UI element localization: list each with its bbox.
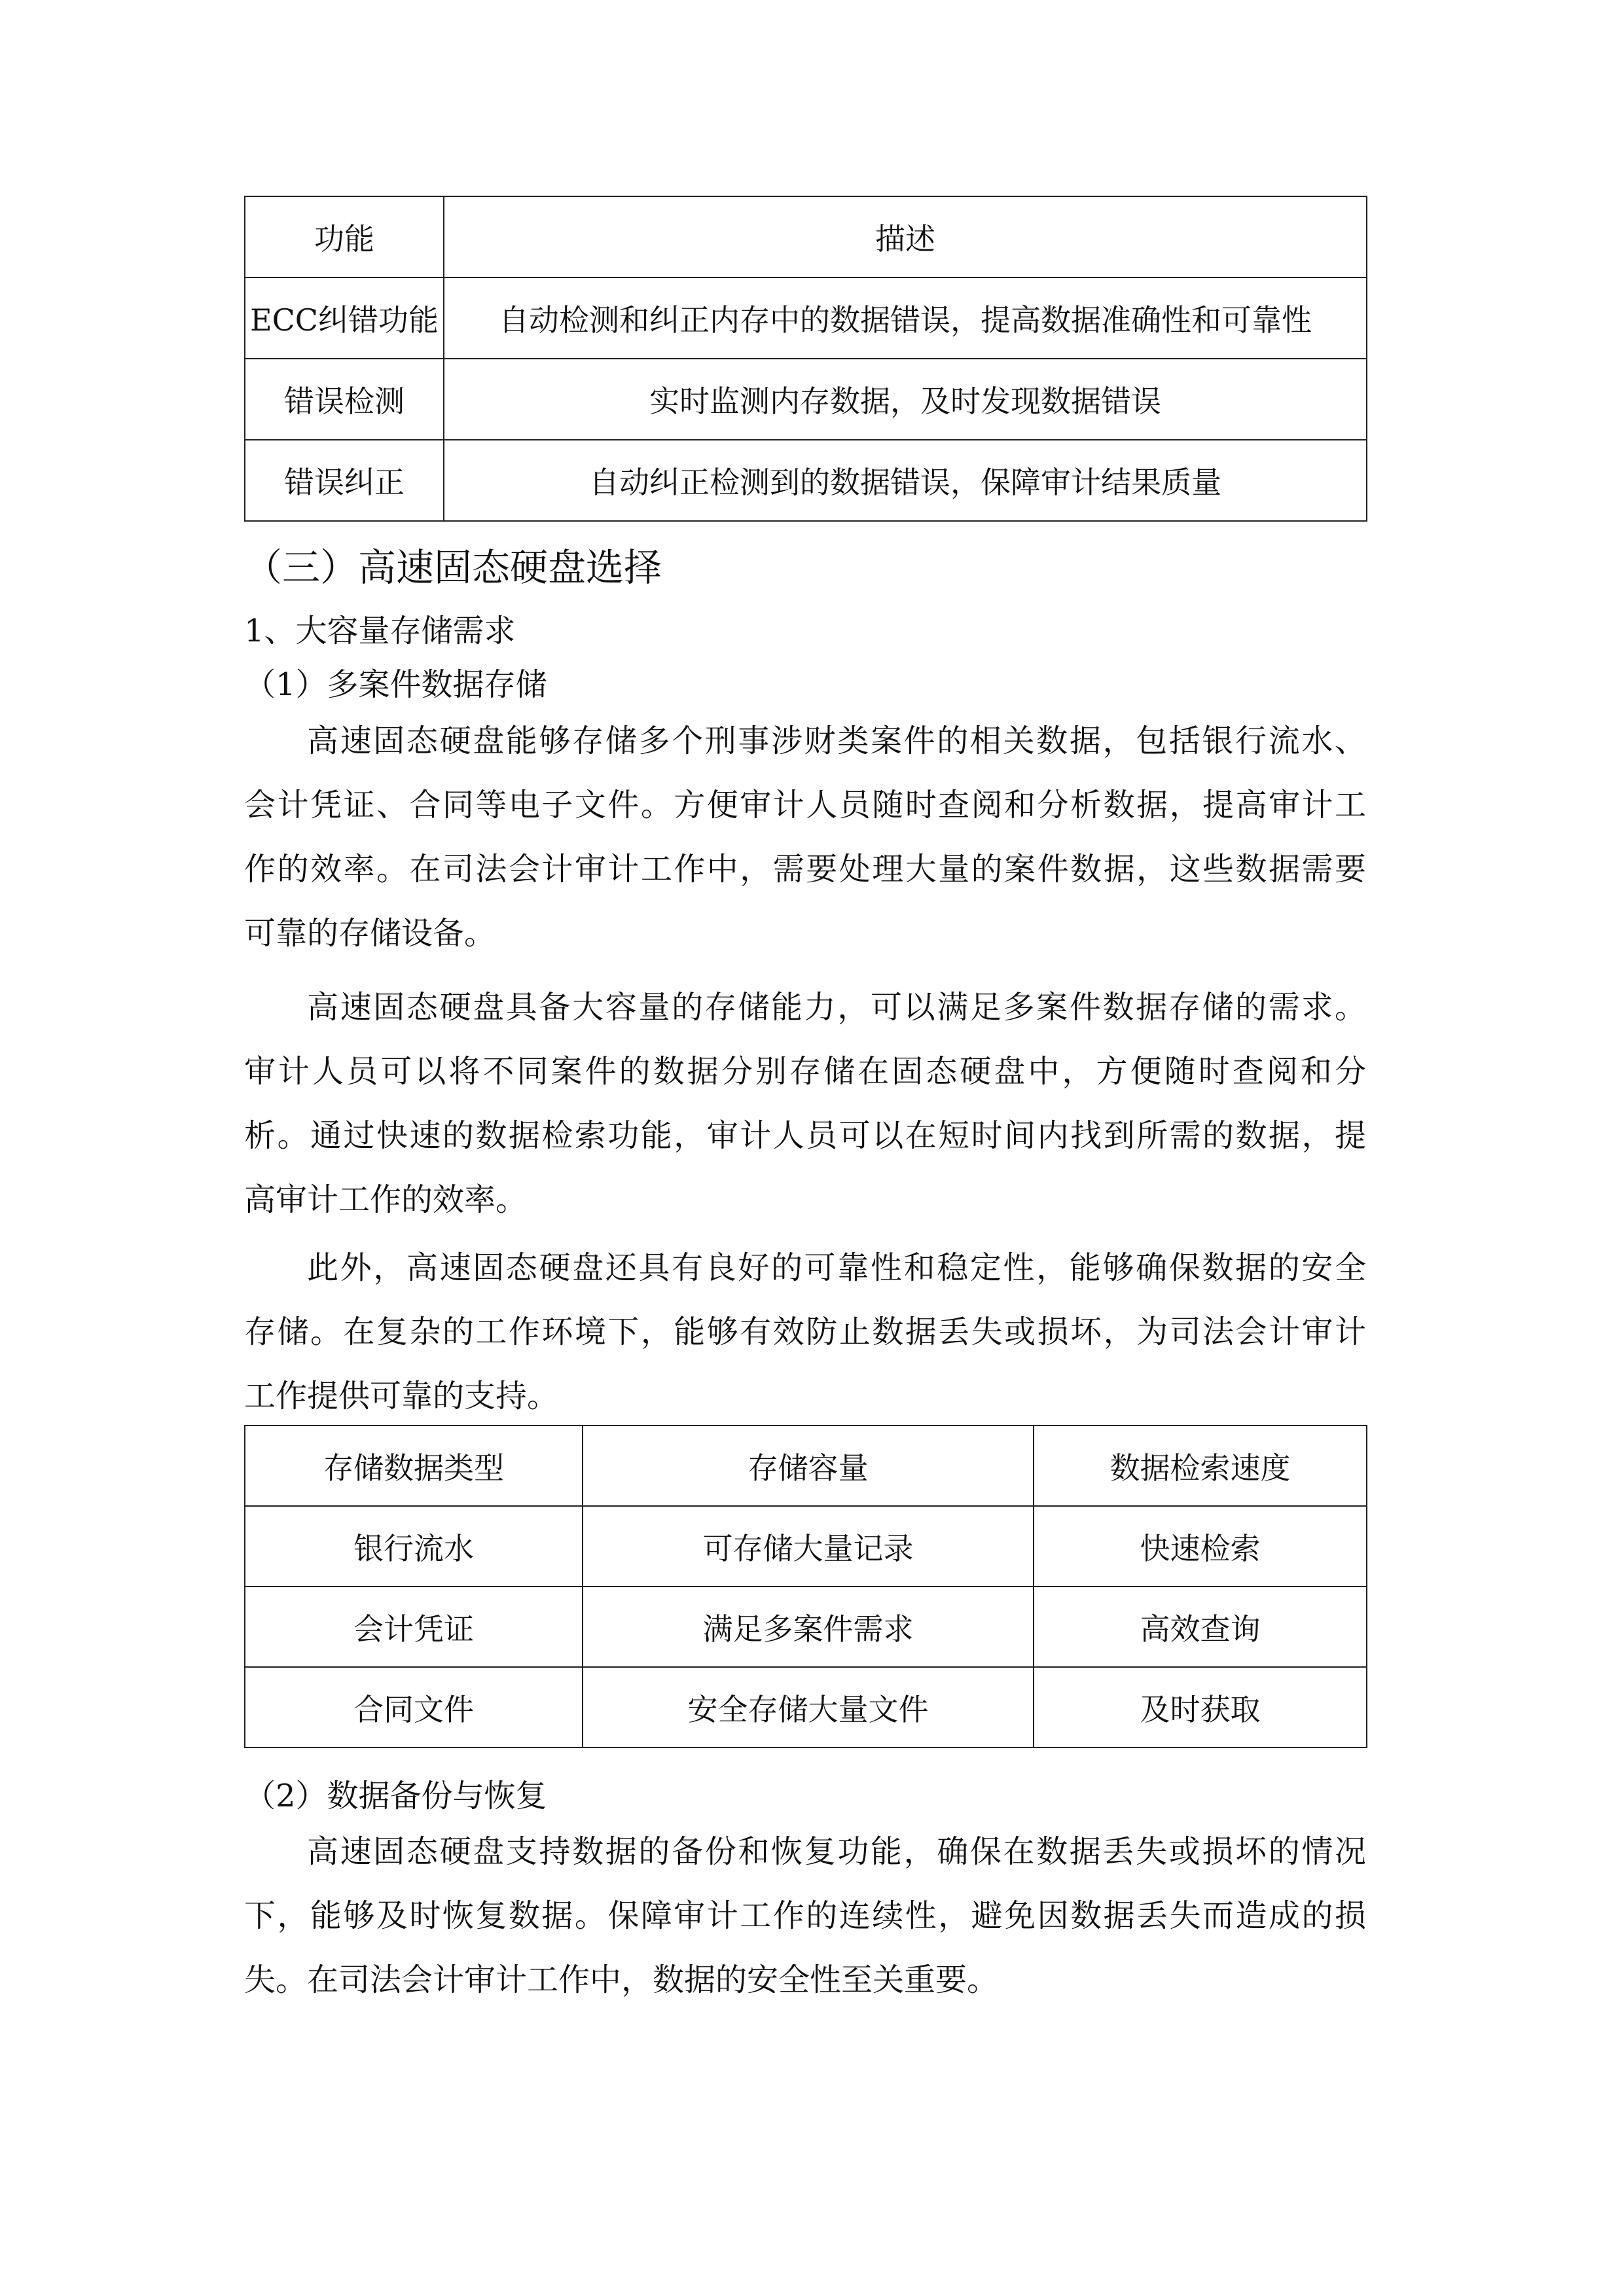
subsubsection-heading: （1）多案件数据存储 — [244, 666, 547, 703]
table-cell: 错误检测 — [245, 359, 444, 440]
paragraph-line: 析。通过快速的数据检索功能，审计人员可以在短时间内找到所需的数据，提 — [244, 1117, 1366, 1154]
paragraph-line: 此外，高速固态硬盘还具有良好的可靠性和稳定性，能够确保数据的安全 — [307, 1249, 1366, 1286]
table-row — [245, 278, 1367, 359]
storage-table — [244, 1425, 1367, 1748]
table-header-cell: 功能 — [245, 196, 444, 278]
table-header-cell: 数据检索速度 — [1034, 1426, 1367, 1506]
table-cell: 银行流水 — [245, 1506, 583, 1587]
body-paragraph — [244, 709, 1366, 965]
paragraph-line: 高审计工作的效率。 — [244, 1181, 528, 1218]
table-cell: 可存储大量记录 — [583, 1506, 1034, 1587]
table-row — [245, 440, 1367, 521]
table-header-cell: 存储容量 — [583, 1426, 1034, 1506]
table-cell: 自动纠正检测到的数据错误，保障审计结果质量 — [444, 440, 1367, 521]
table-header-row — [245, 196, 1367, 278]
table-header-cell: 存储数据类型 — [245, 1426, 583, 1506]
table-header-row — [245, 1426, 1367, 1506]
table-cell: 安全存储大量文件 — [583, 1667, 1034, 1748]
body-paragraph — [244, 975, 1366, 1232]
paragraph-line: 工作提供可靠的支持。 — [244, 1378, 559, 1414]
body-paragraph — [244, 1236, 1366, 1428]
table-row — [245, 359, 1367, 440]
paragraph-line: 下，能够及时恢复数据。保障审计工作的连续性，避免因数据丢失而造成的损 — [244, 1897, 1366, 1934]
ecc-function-table — [244, 196, 1367, 522]
table-cell: 会计凭证 — [245, 1587, 583, 1667]
table-cell: 自动检测和纠正内存中的数据错误，提高数据准确性和可靠性 — [444, 278, 1367, 359]
paragraph-line: 失。在司法会计审计工作中，数据的安全性至关重要。 — [244, 1962, 999, 1998]
paragraph-line: 高速固态硬盘支持数据的备份和恢复功能，确保在数据丢失或损坏的情况 — [307, 1833, 1366, 1870]
paragraph-line: 存储。在复杂的工作环境下，能够有效防止数据丢失或损坏，为司法会计审计 — [244, 1314, 1366, 1350]
table-header-cell: 描述 — [444, 196, 1367, 278]
table-cell: 快速检索 — [1034, 1506, 1367, 1587]
table-row — [245, 1587, 1367, 1667]
table-cell: 高效查询 — [1034, 1587, 1367, 1667]
paragraph-line: 可靠的存储设备。 — [244, 915, 496, 952]
body-paragraph — [244, 1820, 1366, 2012]
table-row — [245, 1506, 1367, 1587]
paragraph-line: 审计人员可以将不同案件的数据分别存储在固态硬盘中，方便随时查阅和分 — [244, 1053, 1366, 1090]
section-heading: （三）高速固态硬盘选择 — [244, 545, 662, 590]
table-cell: 错误纠正 — [245, 440, 444, 521]
paragraph-line: 会计凭证、合同等电子文件。方便审计人员随时查阅和分析数据，提高审计工 — [244, 787, 1366, 823]
table-cell: 满足多案件需求 — [583, 1587, 1034, 1667]
table-cell: 合同文件 — [245, 1667, 583, 1748]
subsection-heading: 1、大容量存储需求 — [244, 613, 516, 649]
paragraph-line: 高速固态硬盘能够存储多个刑事涉财类案件的相关数据，包括银行流水、 — [307, 723, 1366, 759]
paragraph-line: 作的效率。在司法会计审计工作中，需要处理大量的案件数据，这些数据需要 — [244, 851, 1366, 888]
subsubsection-heading: （2）数据备份与恢复 — [244, 1778, 547, 1814]
table-cell: 实时监测内存数据，及时发现数据错误 — [444, 359, 1367, 440]
table-cell: ECC纠错功能 — [245, 278, 444, 359]
table-row — [245, 1667, 1367, 1748]
table-cell: 及时获取 — [1034, 1667, 1367, 1748]
paragraph-line: 高速固态硬盘具备大容量的存储能力，可以满足多案件数据存储的需求。 — [307, 989, 1366, 1026]
